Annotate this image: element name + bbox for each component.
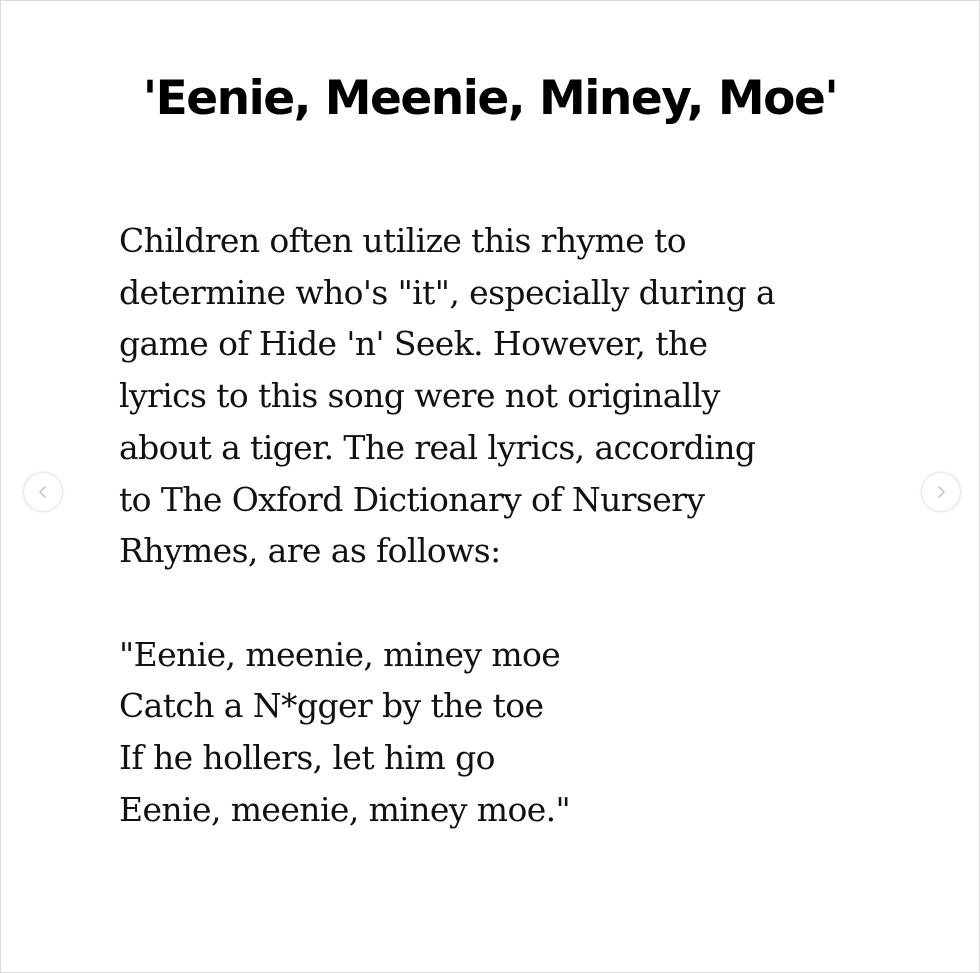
paragraph-line: about a tiger. The real lyrics, according [119, 427, 756, 467]
paragraph-line: game of Hide 'n' Seek. However, the [119, 324, 708, 364]
previous-slide-button[interactable] [24, 473, 62, 511]
next-slide-button[interactable] [922, 473, 960, 511]
lyric-line: If he hollers, let him go [119, 738, 495, 778]
paragraph-line: lyrics to this song were not originally [119, 376, 720, 416]
paragraph-line: to The Oxford Dictionary of Nursery [119, 479, 705, 519]
chevron-right-icon [933, 484, 949, 500]
slide-title: 'Eenie, Meenie, Miney, Moe' [142, 71, 838, 126]
stanza-gap [119, 577, 899, 629]
lyric-line: "Eenie, meenie, miney moe [119, 634, 561, 674]
carousel-slide [1, 1, 979, 972]
chevron-left-icon [35, 484, 51, 500]
lyric-line: Catch a N*gger by the toe [119, 686, 544, 726]
paragraph-line: determine who's "it", especially during a [119, 272, 776, 312]
paragraph-line: Children often utilize this rhyme to [119, 221, 686, 260]
lyric-line: Eenie, meenie, miney moe." [119, 789, 571, 829]
paragraph-line: Rhymes, are as follows: [119, 531, 501, 571]
slide-body [119, 215, 899, 835]
